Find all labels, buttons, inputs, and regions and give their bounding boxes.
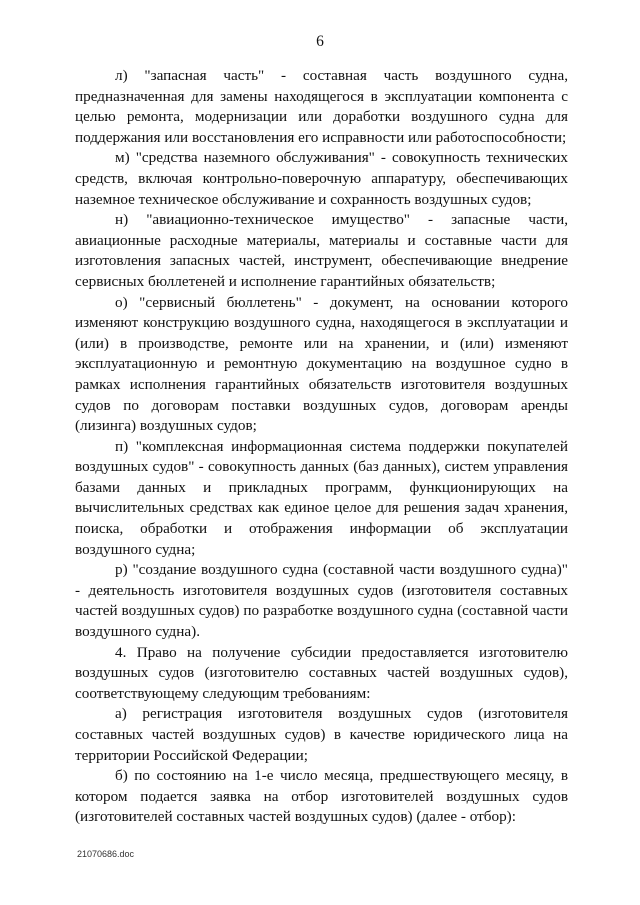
paragraph-m-ground-service: м) "средства наземного обслуживания" - совокупность технических средств, включая контрольно-поверочную аппаратуру, обеспечивающих наземное техническое обслуживание и сохранность воздушных судов; — [75, 149, 568, 208]
paragraph-p-information-system: п) "комплексная информационная система поддержки покупателей воздушных судов" - совокупность данных (баз данных), систем управления базами данных и прикладных программ, функционирующих на вычислительных средствах как единое целое для решения задач хранения, поиска, обработки и отображения информации об эксплуатации воздушного судна; — [75, 437, 568, 558]
paragraph-b-status-date: б) по состоянию на 1-е число месяца, предшествующего месяцу, в котором подается заявка на отбор изготовителей воздушных судов (изготовителей составных частей воздушных судов) (далее - отбор): — [75, 767, 568, 826]
document-body — [75, 66, 568, 828]
paragraph-o-service-bulletin: о) "сервисный бюллетень" - документ, на основании которого изменяют конструкцию воздушного судна, находящегося в эксплуатации и (или) в производстве, ремонте или на хранении, и (или) изменяют эксплуатационную и ремонтную документацию на воздушное судно в рамках исполнения гарантийных обязательств изготовителя воздушных судов по договорам поставки воздушных судов, договорам аренды (лизинга) воздушных судов; — [75, 293, 568, 435]
paragraph-l-spare-part: л) "запасная часть" - составная часть воздушного судна, предназначенная для замены находящегося в эксплуатации компонента с целью ремонта, модернизации или доработки воздушного судна для поддержания или восстановления его исправности или работоспособности; — [75, 67, 568, 146]
paragraph-a-registration: а) регистрация изготовителя воздушных судов (изготовителя составных частей воздушных судов) в качестве юридического лица на территории Российской Федерации; — [75, 705, 568, 764]
paragraph-4-subsidy-right: 4. Право на получение субсидии предоставляется изготовителю воздушных судов (изготовителю составных частей воздушных судов), соответствующему следующим требованиям: — [75, 643, 568, 702]
page-number: 6 — [316, 33, 324, 50]
paragraph-r-aircraft-creation: р) "создание воздушного судна (составной части воздушного судна)" - деятельность изготовителя воздушных судов (изготовителя составных частей воздушных судов) по разработке воздушного судна (составной части воздушного судна). — [75, 561, 568, 641]
paragraph-n-technical-property: н) "авиационно-техническое имущество" - запасные части, авиационные расходные материалы, материалы и составные части для изготовления запасных частей, инструмент, обеспечивающие внедрение сервисных бюллетеней и исполнение гарантийных обязательств; — [75, 211, 568, 290]
document-filename: 21070686.doc — [77, 849, 135, 859]
